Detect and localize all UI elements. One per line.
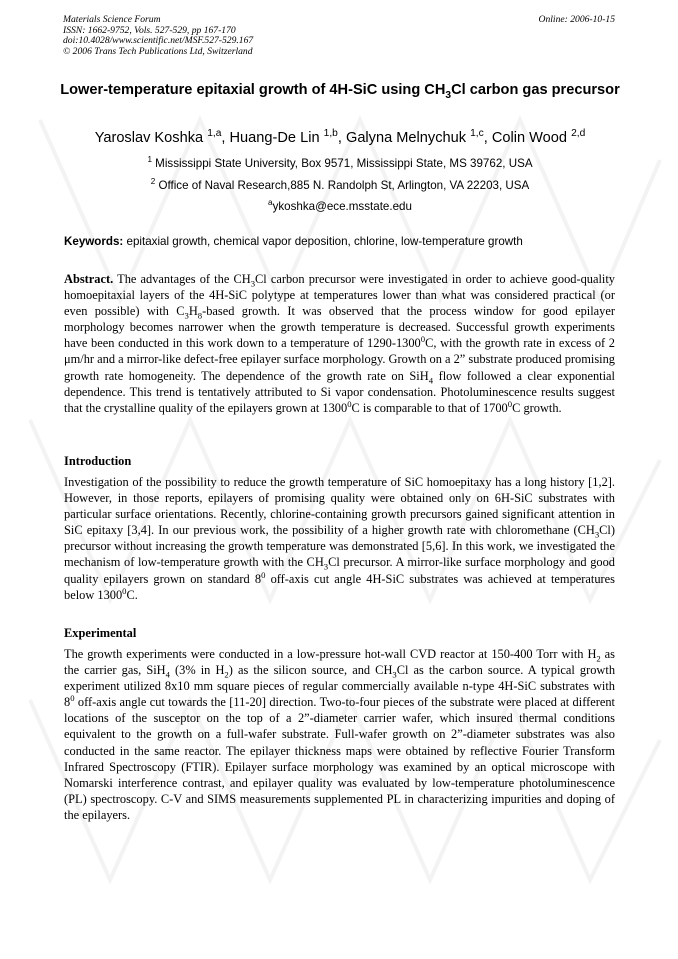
author-email: $^a$ykoshka@ece.msstate.edu: [268, 198, 412, 213]
author-name: Yaroslav Koshka: [94, 130, 204, 146]
online-date: Online: 2006-10-15: [538, 14, 615, 25]
keywords-text: epitaxial growth, chemical vapor deposition, chlorine, low-temperature growth: [123, 235, 523, 248]
affiliation-2: $^2$ Office of Naval Research,885 N. Randolph St, Arlington, VA 22203, USA: [150, 177, 530, 192]
author-name: Huang-De Lin: [229, 130, 320, 146]
issn-line: ISSN: 1662-9752, Vols. 527-529, pp 167-170: [63, 24, 236, 36]
abstract-label: Abstract.: [64, 272, 114, 286]
author-name: Colin Wood: [491, 130, 568, 146]
abstract-paragraph: Abstract. The advantages of the $CH_3Cl$ carbon precursor were investigated in order to achieve good-quality homoepitaxial layers of the 4H-SiC polytype at temperatures lower than what was considered practical (or even possible) with $C_3H_8$-based growth. It was observed that the process window for good epilayer morphology becomes narrower when the growth temperature is decreased. Successful growth experiments have been conducted in this work down to a temperature of 1290-1300$^0$C, with the growth rate in excess of 2 μm/hr and a mirror-like defect-free epilayer surface morphology. Growth on a 2” substrate produced promising growth rate homogeneity. The dependence of the growth rate on SiH$_4$ flow followed a clear exponential dependence. This trend is tentatively attributed to Si vapor condensation. Photoluminescence results suggest that the crystalline quality of the epilayers grown at 1300$^0$C is comparable to that of 1700$^0$C growth.: [64, 272, 615, 415]
experimental-heading: Experimental: [64, 626, 137, 640]
doi-line: doi:10.4028/www.scientific.net/MSF.527-529.167: [63, 35, 254, 47]
introduction-heading: Introduction: [64, 454, 132, 468]
keywords: [64, 235, 616, 248]
author-list: Yaroslav Koshka $^{1,a}$, Huang-De Lin $^{1,b}$, Galyna Melnychuk $^{1,c}$, Colin Wood $^{2,d}$: [94, 128, 586, 146]
journal-header: [63, 15, 615, 57]
journal-name: Materials Science Forum: [63, 14, 161, 25]
affiliation-1: $^1$ Mississippi State University, Box 9571, Mississippi State, MS 39762, USA: [147, 155, 533, 170]
keywords-label: Keywords:: [64, 235, 124, 248]
copyright-line: © 2006 Trans Tech Publications Ltd, Switzerland: [63, 45, 253, 57]
author-name: Galyna Melnychuk: [345, 130, 467, 146]
experimental-paragraph: The growth experiments were conducted in a low-pressure hot-wall CVD reactor at 150-400 Torr with $H_2$ as the carrier gas, SiH$_4$ (3% in $H_2$) as the silicon source, and $CH_3Cl$ as the carbon source. A typical growth experiment utilized 8x10 mm square pieces of regular commercially available n-type 4H-SiC substrates with $8^0$ off-axis angle cut towards the [11-20] direction. Two-to-four pieces of the substrate were placed at different locations of the susceptor on the top of a 2”-diameter carrier wafer, which insured thermal conditions equivalent to the growth on a full-wafer substrate. Full-wafer growth on 2”-diameter substrates was also conducted in the same reactor. The epilayer thickness maps were obtained by reflective Fourier Transform Infrared Spectroscopy (FTIR). Epilayer surface morphology was examined by an optical microscope with Nomarski interference contrast, and epilayer quality was evaluated by low-temperature photoluminescence (PL) spectroscopy. C-V and SIMS measurements supplemented PL in characterizing impurities and doping of the epilayers.: [64, 647, 616, 822]
paper-title: Lower-temperature epitaxial growth of 4H-SiC using $CH_3Cl$ carbon gas precursor: [60, 82, 620, 101]
introduction-paragraph: Investigation of the possibility to reduce the growth temperature of SiC homoepitaxy has a long history [1,2]. However, in those reports, epilayers of promising quality were obtained only on 6H-SiC substrates with particular surface orientations. Recently, chlorine-containing growth precursors gained significant attention in SiC epitaxy [3,4]. In our previous work, the possibility of a higher growth rate with chloromethane $(CH_3Cl)$ precursor without increasing the growth temperature was demonstrated [5,6]. In this work, we investigated the mechanism of low-temperature growth with the $CH_3Cl$ precursor. A mirror-like surface morphology and good quality epilayers grown on standard $8^0$ off-axis cut angle 4H-SiC substrates was achieved at temperatures below 1300$^0$C.: [64, 475, 615, 602]
